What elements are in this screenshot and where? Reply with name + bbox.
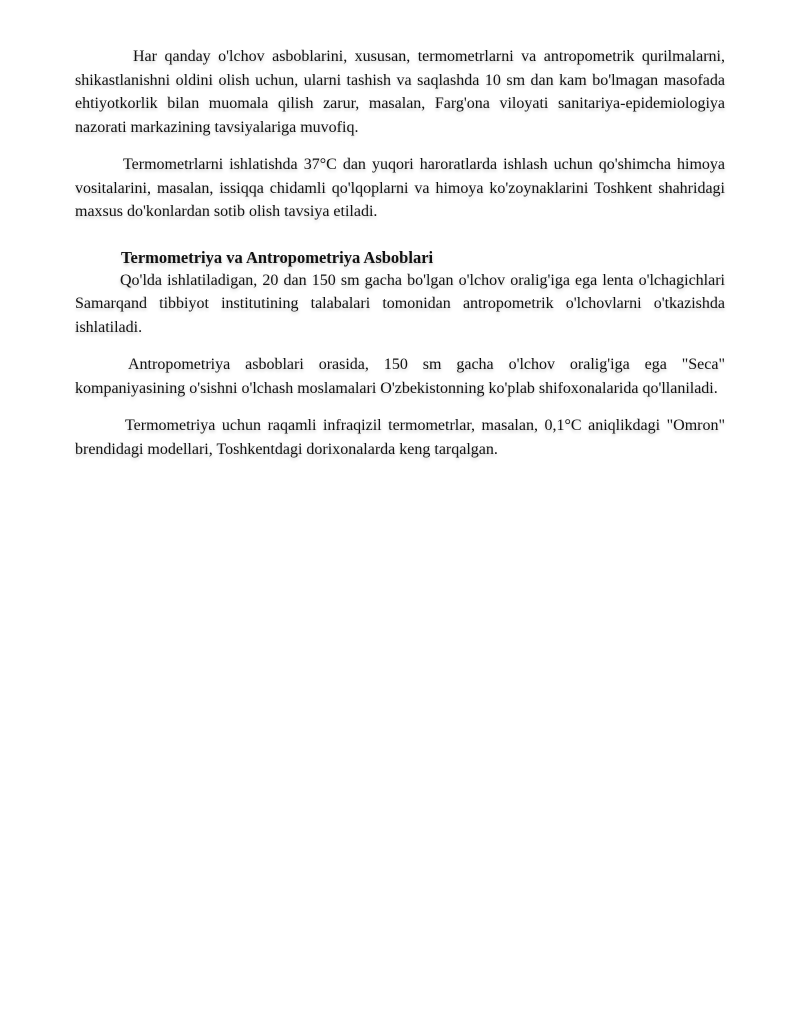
paragraph-measuring-tapes: Qo'lda ishlatiladigan, 20 dan 150 sm gacha bo'lgan o'lchov oralig'iga ega lenta o'lchagichlari Samarqand tibbiyot institutining talabalari tomonidan antropometrik o'lchovlarni o'tkazishda ishlatiladi. [75, 271, 725, 336]
paragraph-instrument-handling: Har qanday o'lchov asboblarini, xususan, termometrlarni va antropometrik qurilmalarni, shikastlanishni oldini olish uchun, ularni tashish va saqlashda 10 sm dan kam bo'lmagan masofada ehtiyotkorlik bilan muomala qilish zarur, masalan, Farg'ona viloyati sanitariya-epidemiologiya nazorati markazining tavsiyalariga muvofiq. [75, 48, 725, 136]
paragraph-infrared-thermometers: Termometriya uchun raqamli infraqizil termometrlar, masalan, 0,1°C aniqlikdagi "Omron" brendidagi modellari, Toshkentdagi dorixonalarda keng tarqalgan. [75, 417, 725, 458]
paragraph-protective-equipment: Termometrlarni ishlatishda 37°C dan yuqori haroratlarda ishlash uchun qo'shimcha himoya vositalarini, masalan, issiqqa chidamli qo'lqoplarni va himoya ko'zoynaklarini Toshkent shahridagi maxsus do'konlardan sotib olish tavsiya etiladi. [75, 156, 725, 220]
section-heading: Termometriya va Antropometriya Asboblari [121, 247, 434, 267]
document-page [75, 45, 725, 475]
paragraph-height-measuring-devices: Antropometriya asboblari orasida, 150 sm gacha o'lchov oralig'iga ega "Seca" kompaniyasining o'sishni o'lchash moslamalari O'zbekistonning ko'plab shifoxonalarida qo'llaniladi. [75, 356, 725, 397]
